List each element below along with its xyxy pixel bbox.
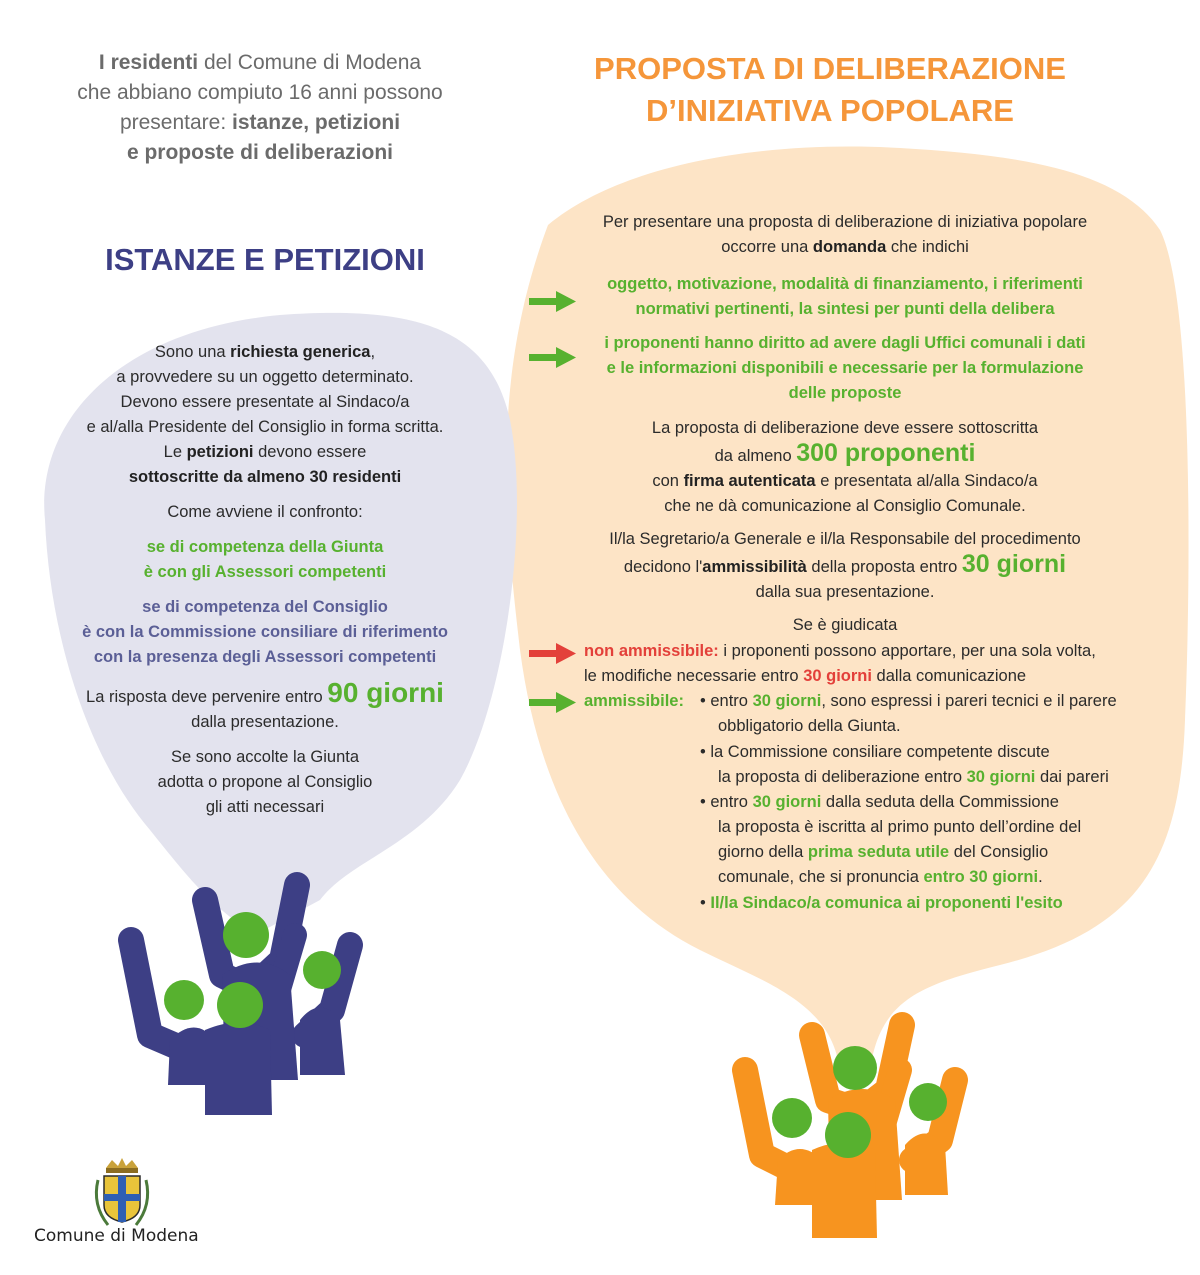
left-risposta-1: La risposta deve pervenire entro 90 giorni <box>86 677 444 708</box>
left-p6: sottoscritte da almeno 30 residenti <box>128 468 402 486</box>
left-consiglio-2: è con la Commissione consiliare di riferimento <box>82 623 448 641</box>
bullet: • <box>700 692 706 710</box>
right-title-line-1: PROPOSTA DI DELIBERAZIONE <box>594 51 1066 86</box>
left-content <box>60 340 470 820</box>
left-p2: a provvedere su un oggetto determinato. <box>116 368 414 386</box>
right-bullet-2-line-1: i proponenti hanno diritto ad avere dagli Uffici comunali i dati <box>604 334 1086 352</box>
ammissibile-item-4: • Il/la Sindaco/a comunica ai proponenti l'esito <box>700 894 1063 912</box>
left-giunta-1: se di competenza della Giunta <box>146 538 384 556</box>
right-bullet-1 <box>580 272 1110 322</box>
left-p5: Le petizioni devono essere <box>163 443 367 461</box>
right-a3: dalla sua presentazione. <box>755 583 935 601</box>
right-s1: La proposta di deliberazione deve essere sottoscritta <box>651 419 1039 437</box>
left-risposta-2: dalla presentazione. <box>191 713 339 731</box>
left-p3: Devono essere presentate al Sindaco/a <box>120 393 410 411</box>
intro-line-4: e proposte di deliberazioni <box>126 141 394 164</box>
right-title-line-2: D’INIZIATIVA POPOLARE <box>646 93 1014 128</box>
right-intro-1: Per presentare una proposta di deliberazione di iniziativa popolare <box>602 213 1088 231</box>
intro-line-3: presentare: istanze, petizioni <box>119 111 401 134</box>
right-bullet-1-line-2: normativi pertinenti, la sintesi per punti della delibera <box>635 300 1055 318</box>
intro-line-2: che abbiano compiuto 16 anni possono <box>77 81 443 104</box>
right-bullet-2-line-2: e le informazioni disponibili e necessarie per la formulazione <box>606 359 1084 377</box>
right-title <box>560 48 1100 132</box>
left-giunta-2: è con gli Assessori competenti <box>143 563 387 581</box>
left-accolte-3: gli atti necessari <box>205 798 325 816</box>
ammissibile-item-1: • entro 30 giorni, sono espressi i pareri tecnici e il parere <box>700 692 1117 710</box>
non-ammissibile-line-2: le modifiche necessarie entro 30 giorni dalla comunicazione <box>584 667 1027 685</box>
left-title: ISTANZE E PETIZIONI <box>105 242 425 277</box>
bullet: • <box>700 793 706 811</box>
right-bullet-2-line-3: delle proposte <box>788 384 902 402</box>
right-s4: che ne dà comunicazione al Consiglio Comunale. <box>664 497 1026 515</box>
bullet: • <box>700 894 706 912</box>
right-intro-2: occorre una domanda che indichi <box>721 238 969 256</box>
ammissibile-item-2-cont: la proposta di deliberazione entro 30 giorni dai pareri <box>718 768 1109 786</box>
intro-line-1: I residenti del Comune di Modena <box>98 51 422 74</box>
right-bullet-2 <box>580 331 1110 406</box>
left-consiglio-3: con la presenza degli Assessori competenti <box>93 648 437 666</box>
right-s3: con firma autenticata e presentata al/alla Sindaco/a <box>652 472 1038 490</box>
left-confronto: Come avviene il confronto: <box>167 503 363 521</box>
ammissibile-label: ammissibile: <box>584 692 684 710</box>
ammissibile-item-1-cont: obbligatorio della Giunta. <box>718 717 901 735</box>
ammissibile-item-2: • la Commissione consiliare competente discute <box>700 743 1050 761</box>
left-accolte-1: Se sono accolte la Giunta <box>170 748 360 766</box>
left-accolte-2: adotta o propone al Consiglio <box>157 773 373 791</box>
non-ammissibile-line-1: non ammissibile: i proponenti possono apportare, per una sola volta, <box>584 642 1096 660</box>
logo-label: Comune di Modena <box>34 1226 199 1246</box>
right-a2: decidono l'ammissibilità della proposta entro 30 giorni <box>623 550 1067 578</box>
bullet: • <box>700 743 706 761</box>
non-ammissibile-label: non ammissibile: <box>584 642 719 660</box>
ammissibile-item-3-cont-1: la proposta è iscritta al primo punto dell’ordine del <box>718 818 1082 836</box>
left-p4: e al/alla Presidente del Consiglio in forma scritta. <box>86 418 444 436</box>
right-ammissibilita <box>560 527 1130 605</box>
left-consiglio-1: se di competenza del Consiglio <box>142 598 388 616</box>
intro-text <box>40 48 480 168</box>
right-intro <box>560 210 1130 260</box>
right-a1: Il/la Segretario/a Generale e il/la Responsabile del procedimento <box>609 530 1081 548</box>
ammissibile-item-3: • entro 30 giorni dalla seduta della Commissione <box>700 793 1059 811</box>
left-p1: Sono una richiesta generica, <box>154 343 376 361</box>
right-sottoscrizione <box>580 416 1110 519</box>
ammissibile-item-3-cont-3: comunale, che si pronuncia entro 30 giorni. <box>718 868 1043 886</box>
right-bullet-1-line-1: oggetto, motivazione, modalità di finanziamento, i riferimenti <box>607 275 1083 293</box>
ammissibile-item-3-cont-2: giorno della prima seduta utile del Consiglio <box>718 843 1049 861</box>
right-giudicata: Se è giudicata <box>792 616 898 634</box>
right-s2: da almeno 300 proponenti <box>714 439 976 467</box>
